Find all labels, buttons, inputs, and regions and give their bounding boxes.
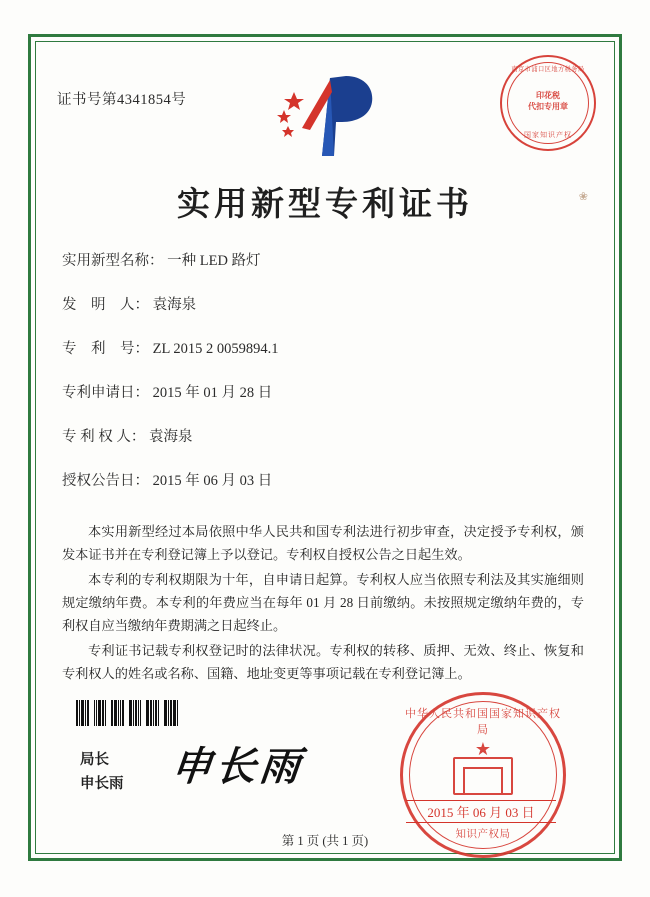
seal-arc-text: 南京市浦口区地方税务局 (511, 66, 585, 73)
certificate-number: 证书号第4341854号 (57, 92, 187, 108)
field-value: 袁海泉 (152, 297, 197, 313)
field-label: 专 利 权 人： (62, 429, 146, 445)
field-patent-number (62, 338, 582, 360)
field-label: 实用新型名称： (62, 253, 164, 269)
signature-labels (80, 748, 124, 796)
field-grant-announcement-date (62, 470, 582, 492)
legal-text-block (62, 520, 584, 687)
field-value: 2015 年 06 月 03 日 (152, 473, 273, 489)
field-label: 发 明 人： (62, 297, 149, 313)
paragraph-register: 专利证书记载专利权登记时的法律状况。专利权的转移、质押、无效、终止、恢复和专利权人的姓名或名称、国籍、地址变更等事项记载在专利登记簿上。 (62, 643, 584, 681)
field-list (62, 250, 582, 514)
sipo-logo-icon (272, 72, 392, 160)
field-value: 袁海泉 (149, 429, 193, 445)
director-title-label: 局长 (80, 752, 109, 768)
seal-middle-text: 印花税 代扣专用章 (528, 91, 568, 111)
barcode (76, 700, 194, 726)
field-inventor (62, 294, 582, 316)
tax-stamp-seal (500, 55, 596, 151)
field-patentee (62, 426, 582, 448)
paragraph-term-and-fees: 本专利的专利权期限为十年，自申请日起算。专利权人应当依照专利法及其实施细则规定缴纳年费。本专利的年费应当在每年 01 月 28 日前缴纳。未按照规定缴纳年费的，专利权自应当缴纳年费期满之日起终止。 (62, 572, 584, 633)
director-handwritten-signature: 申长雨 (169, 743, 307, 790)
field-application-date (62, 382, 582, 404)
field-label: 专利申请日： (62, 385, 149, 401)
field-utility-model-name (62, 250, 582, 272)
seal-date: 2015 年 06 月 03 日 (406, 800, 556, 823)
field-value: 一种 LED 路灯 (167, 253, 261, 269)
decorative-mark-icon: ❀ (578, 191, 588, 203)
field-label: 授权公告日： (62, 473, 149, 489)
seal-emblem-icon (453, 757, 513, 795)
seal-star-icon: ★ (474, 739, 492, 759)
page-title: 实用新型专利证书 (177, 184, 473, 223)
field-value: 2015 年 01 月 28 日 (152, 385, 273, 401)
field-value: ZL 2015 2 0059894.1 (152, 341, 279, 357)
page-footer: 第 1 页 (共 1 页) (281, 834, 369, 848)
field-label: 专 利 号： (62, 341, 149, 357)
seal-bottom-text: 国家知识产权 (524, 131, 572, 139)
paragraph-grant: 本实用新型经过本局依照中华人民共和国专利法进行初步审查，决定授予专利权，颁发本证书并在专利登记簿上予以登记。专利权自授权公告之日起生效。 (62, 524, 584, 562)
seal-top-arc-text: 中华人民共和国国家知识产权局 (405, 708, 561, 736)
seal-bottom-arc-text: 知识产权局 (455, 829, 511, 840)
director-name-label: 申长雨 (80, 776, 124, 792)
